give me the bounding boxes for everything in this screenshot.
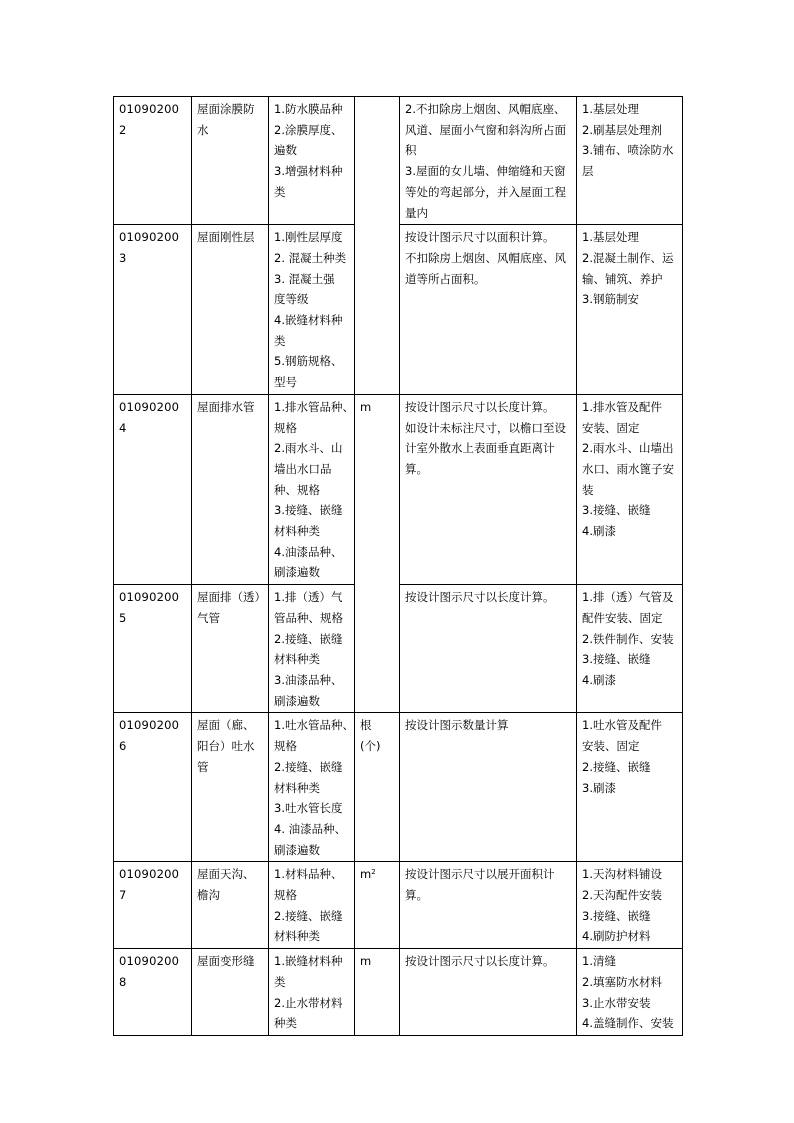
item-work: 1.吐水管及配件 安装、固定 2.接缝、嵌缝 3.刷漆 [577,713,683,862]
item-work: 1.清缝 2.填塞防水材料 3.止水带安装 4.盖缝制作、安装 [577,949,683,1036]
item-rule: 按设计图示尺寸以面积计算。 不扣除房上烟囱、风帽底座、风 道等所占面积。 [400,225,577,395]
item-code: 010902008 [114,949,192,1036]
table-row [114,394,683,584]
item-code: 010902003 [114,225,192,395]
item-name: 屋面变形缝 [192,949,269,1036]
table-row [114,862,683,949]
bill-of-quantities-table [113,96,683,1036]
item-unit [355,862,400,949]
item-rule: 按设计图示数量计算 [400,713,577,862]
item-rule: 按设计图示尺寸以长度计算。 [400,949,577,1036]
item-name: 屋面排水管 [192,394,269,584]
unit-superscript: 2 [371,868,376,877]
item-code: 010902005 [114,585,192,713]
item-rule: 按设计图示尺寸以长度计算。 如设计未标注尺寸，以檐口至设 计室外散水上表面垂直距离计 算。 [400,394,577,584]
unit-base: m [360,867,372,882]
item-rule: 按设计图示尺寸以展开面积计 算。 [400,862,577,949]
item-work: 1.排（透）气管及 配件安装、固定 2.铁件制作、安装 3.接缝、嵌缝 4.刷漆 [577,585,683,713]
item-features: 1.排水管品种、 规格 2.雨水斗、山 墙出水口品 种、规格 3.接缝、嵌缝 材料种类 4.油漆品种、 刷漆遍数 [269,394,355,584]
item-code: 010902002 [114,97,192,225]
item-rule: 2.不扣除房上烟囱、风帽底座、 风道、屋面小气窗和斜沟所占面 积 3.屋面的女儿墙、伸缩缝和天窗 等处的弯起部分，并入屋面工程 量内 [400,97,577,225]
item-unit: m [355,949,400,1036]
item-features: 1.刚性层厚度 2. 混凝土种类 3. 混凝土强 度等级 4.嵌缝材料种 类 5.钢筋规格、 型号 [269,225,355,395]
item-name: 屋面天沟、 檐沟 [192,862,269,949]
item-unit [355,97,400,395]
table-row [114,713,683,862]
table-row [114,97,683,225]
item-work: 1.排水管及配件 安装、固定 2.雨水斗、山墙出 水口、雨水篦子安 装 3.接缝、嵌缝 4.刷漆 [577,394,683,584]
item-code: 010902004 [114,394,192,584]
item-rule: 按设计图示尺寸以长度计算。 [400,585,577,713]
item-name: 屋面排（透） 气管 [192,585,269,713]
item-features: 1.材料品种、 规格 2.接缝、嵌缝 材料种类 [269,862,355,949]
item-work: 1.基层处理 2.混凝土制作、运 输、铺筑、养护 3.钢筋制安 [577,225,683,395]
item-features: 1.嵌缝材料种 类 2.止水带材料 种类 [269,949,355,1036]
item-unit: 根 (个) [355,713,400,862]
item-code: 010902006 [114,713,192,862]
item-name: 屋面（廊、 阳台）吐水 管 [192,713,269,862]
item-work: 1.基层处理 2.刷基层处理剂 3.铺布、喷涂防水 层 [577,97,683,225]
item-features: 1.排（透）气 管品种、规格 2.接缝、嵌缝 材料种类 3.油漆品种、 刷漆遍数 [269,585,355,713]
item-name: 屋面涂膜防 水 [192,97,269,225]
item-work: 1.天沟材料铺设 2.天沟配件安装 3.接缝、嵌缝 4.刷防护材料 [577,862,683,949]
item-unit: m [355,394,400,713]
item-name: 屋面刚性层 [192,225,269,395]
item-features: 1.吐水管品种、 规格 2.接缝、嵌缝 材料种类 3.吐水管长度 4. 油漆品种、 刷漆遍数 [269,713,355,862]
table-row [114,949,683,1036]
item-code: 010902007 [114,862,192,949]
item-features: 1.防水膜品种 2.涂膜厚度、 遍数 3.增强材料种 类 [269,97,355,225]
